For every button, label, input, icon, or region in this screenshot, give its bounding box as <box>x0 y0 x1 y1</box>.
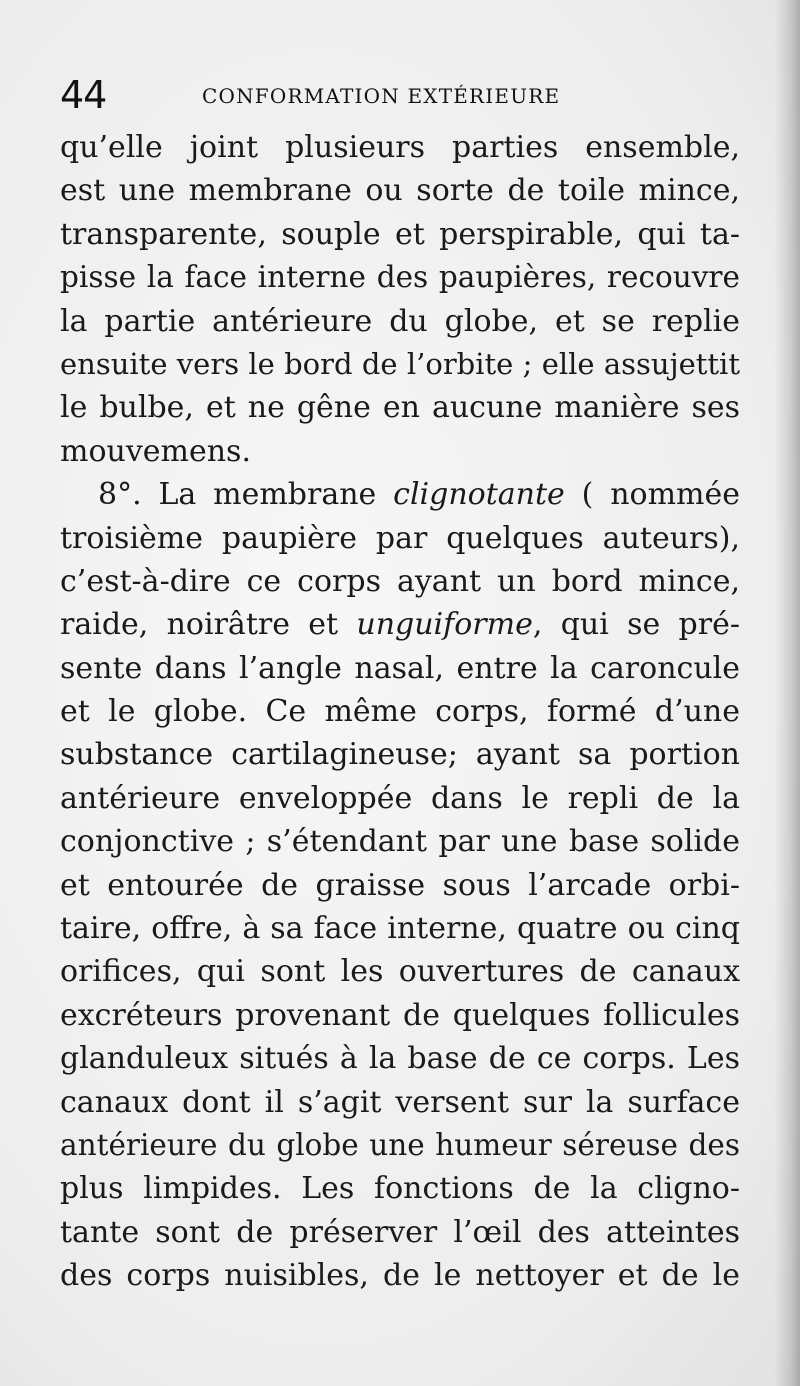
text-line: orifices, qui sont les ouvertures de canaux <box>60 954 740 990</box>
text-line: qu’elle joint plusieurs parties ensemble, <box>60 130 740 165</box>
text-line <box>60 603 740 646</box>
line-text: 8°. La membrane <box>98 477 394 513</box>
page-gutter-shadow <box>774 0 800 1386</box>
text-line: des corps nuisibles, de le nettoyer et de le <box>60 1258 740 1294</box>
text-line: excréteurs provenant de quelques follicules <box>60 997 740 1033</box>
text-line: antérieure enveloppée dans le repli de la <box>60 780 740 816</box>
running-title: CONFORMATION EXTÉRIEURE <box>202 84 561 108</box>
text-line <box>60 473 740 516</box>
text-line: substance cartilagineuse; ayant sa portion <box>60 737 740 773</box>
text-line: canaux dont il s’agit versent sur la surface <box>60 1084 740 1120</box>
line-text: ( nommée <box>564 477 740 513</box>
text-line: c’est-à-dire ce corps ayant un bord mince, <box>60 563 740 599</box>
text-line: taire, offre, à sa face interne, quatre ou cinq <box>60 911 740 947</box>
italic-term: clignotante <box>393 477 565 513</box>
text-line: plus limpides. Les fonctions de la cligno- <box>60 1171 740 1207</box>
text-line: transparente, souple et perspirable, qui ta- <box>60 216 740 252</box>
text-line: pisse la face interne des paupières, recouvre <box>60 260 740 295</box>
page-header <box>60 72 740 118</box>
line-text: raide, noirâtre et <box>60 607 357 643</box>
text-line: ensuite vers le bord de l’orbite ; elle assujettit <box>60 346 740 381</box>
text-line: mouvemens. <box>60 433 251 469</box>
text-line: antérieure du globe une humeur séreuse des <box>60 1127 740 1162</box>
text-line: est une membrane ou sorte de toile mince, <box>60 173 740 209</box>
text-line: conjonctive ; s’étendant par une base solide <box>60 824 740 860</box>
text-line: et entourée de graisse sous l’arcade orbi- <box>60 867 740 903</box>
body-text <box>60 126 740 1298</box>
text-line: tante sont de préserver l’œil des atteintes <box>60 1214 740 1250</box>
text-line: et le globe. Ce même corps, formé d’une <box>60 694 740 730</box>
text-line: la partie antérieure du globe, et se replie <box>60 303 740 339</box>
text-line: le bulbe, et ne gêne en aucune manière ses <box>60 390 740 426</box>
text-line: glanduleux situés à la base de ce corps. Les <box>60 1041 740 1077</box>
page-number: 44 <box>60 73 107 117</box>
text-line: sente dans l’angle nasal, entre la caroncule <box>60 650 740 686</box>
text-line: troisième paupière par quelques auteurs), <box>60 520 740 556</box>
italic-term: unguiforme <box>356 607 533 643</box>
line-text: , qui se pré- <box>532 607 740 643</box>
